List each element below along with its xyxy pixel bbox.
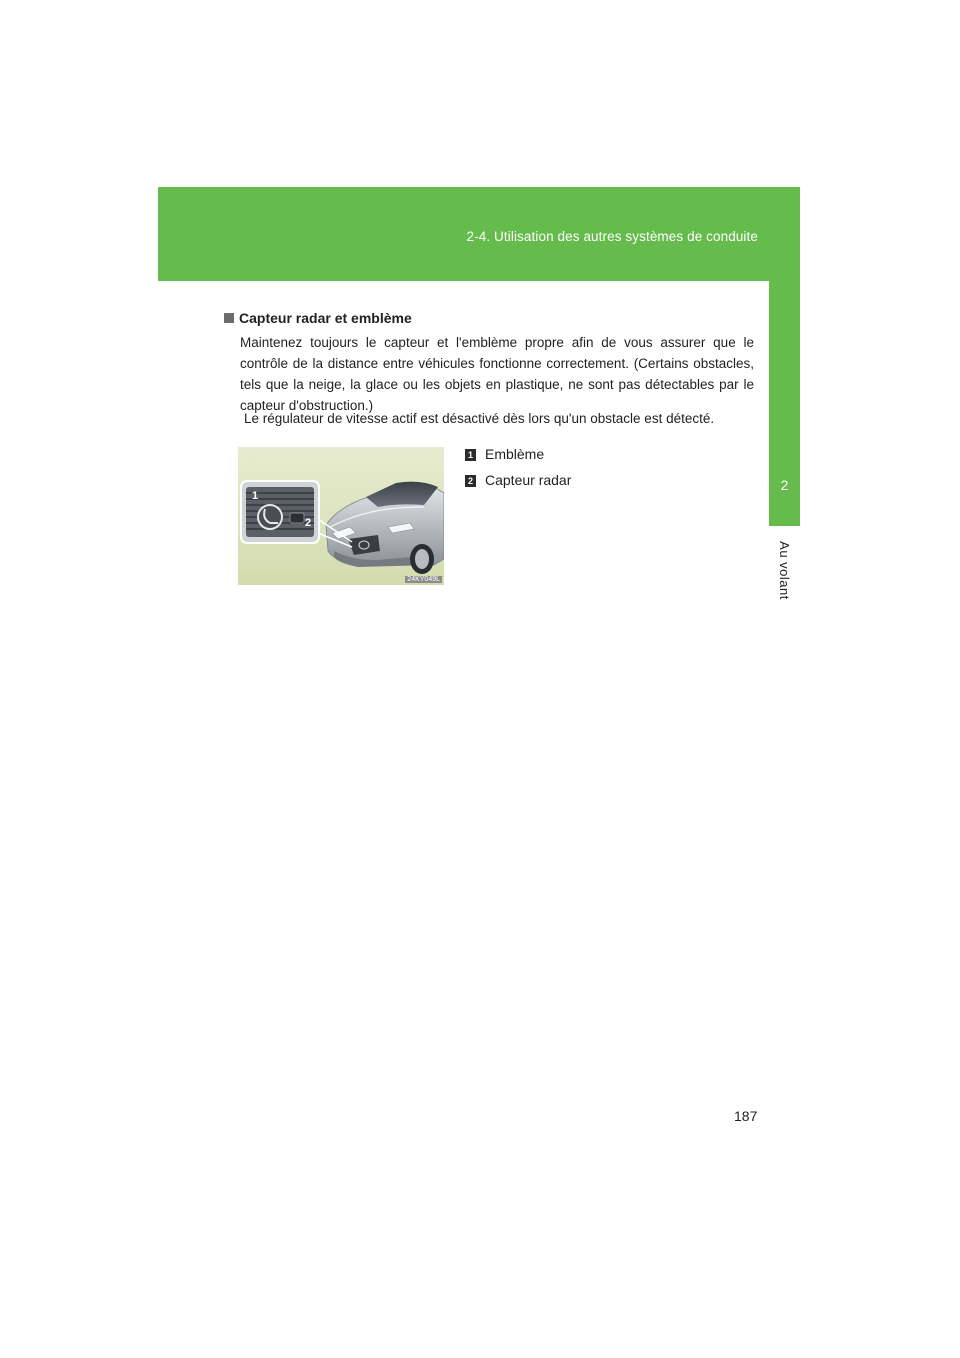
car-radar-illustration [238, 447, 444, 585]
chapter-side-label: Au volant [777, 540, 793, 600]
chapter-title: 2-4. Utilisation des autres systèmes de conduite [466, 229, 758, 244]
legend-label: Emblème [485, 446, 545, 462]
legend-number-badge: 1 [465, 449, 476, 461]
car-radar-drawing [238, 447, 444, 585]
chapter-number: 2 [780, 477, 789, 493]
legend-item-emblem [465, 446, 544, 462]
chapter-side-tab [769, 281, 800, 526]
section-note: Le régulateur de vitesse actif est désactivé dès lors qu'un obstacle est détecté. [244, 411, 715, 426]
legend-label: Capteur radar [485, 472, 572, 488]
section-heading [224, 310, 412, 326]
chapter-side-label-container [769, 535, 800, 605]
section-paragraph: Maintenez toujours le capteur et l'emblème propre afin de vous assurer que le contrôle de la distance entre véhicules fonctionne correctement. (Certains obstacles, tels que la neige, la glace ou les objets en plastique, ne sont pas détectables par le capteur d'obstruction.) [240, 335, 754, 413]
page-number: 187 [734, 1108, 758, 1124]
callout-2-label: 2 [305, 517, 312, 529]
legend-item-radar-sensor [465, 472, 571, 488]
legend-number-badge: 2 [465, 475, 476, 487]
square-bullet-icon [224, 313, 234, 323]
section-heading-text: Capteur radar et emblème [239, 310, 412, 326]
callout-1-label: 1 [252, 490, 259, 502]
chapter-header-bar [158, 187, 800, 281]
figure-code: 24KY049L [407, 576, 440, 583]
